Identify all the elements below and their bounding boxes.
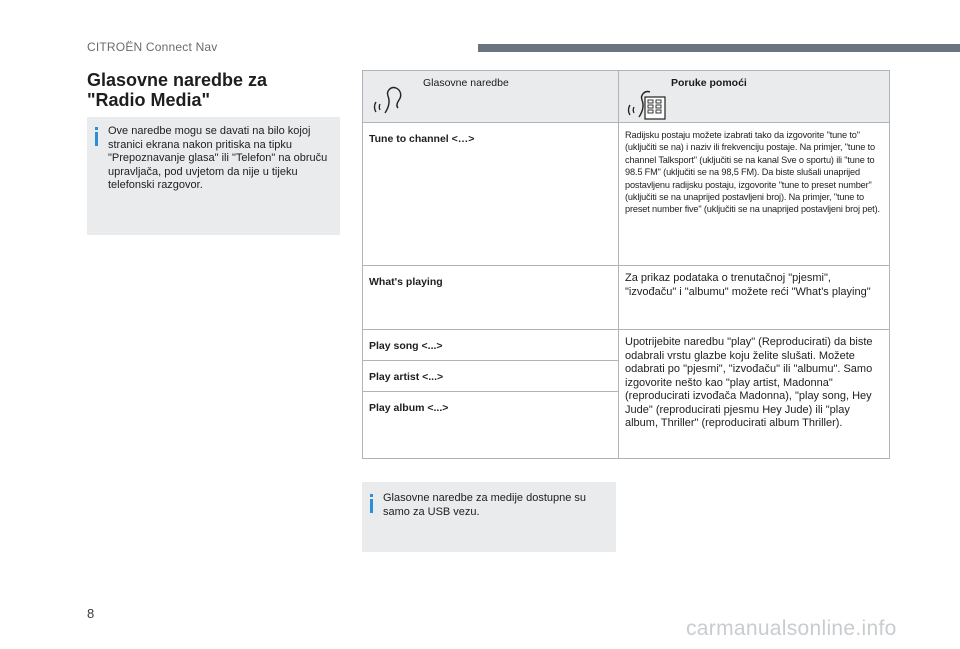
info-icon-bar	[95, 132, 98, 146]
table-row	[363, 123, 890, 266]
table-row	[363, 330, 890, 361]
section-title	[87, 70, 347, 110]
cell-help	[619, 266, 890, 330]
section-title-line1: Glasovne naredbe za	[87, 70, 268, 90]
cell-help	[619, 123, 890, 266]
header-help-label: Poruke pomoći	[671, 77, 747, 89]
command-label: Play artist <...>	[369, 371, 444, 383]
info-box-usb	[362, 482, 616, 552]
cell-help	[619, 330, 890, 459]
cell-command	[363, 123, 619, 266]
info-icon-dot	[370, 494, 373, 497]
info-text-usb: Glasovne naredbe za medije dostupne su samo za USB vezu.	[383, 492, 587, 518]
page-number: 8	[87, 606, 95, 621]
info-text-usage: Ove naredbe mogu se davati na bilo kojoj stranici ekrana nakon pritiska na tipku "Prepoznavanje glasa" ili "Telefon" na obruču upravljača, pod uvjetom da nije u tijeku telefonski razgovor.	[108, 125, 328, 191]
cell-command	[363, 392, 619, 459]
header-help	[619, 71, 890, 123]
info-box-usage	[87, 117, 340, 235]
header-commands-label: Glasovne naredbe	[423, 77, 509, 89]
help-text: Za prikaz podataka o trenutačnoj "pjesmi", "izvođaču" i "albumu" možete reći "What's playing"	[625, 272, 871, 298]
table-header-row	[363, 71, 890, 123]
header-commands	[363, 71, 619, 123]
cell-command	[363, 361, 619, 392]
info-icon-bar	[370, 499, 373, 513]
help-text: Upotrijebite naredbu "play" (Reproducirati) da biste odabrali vrstu glazbe koju želite slušati. Možete odabrati po "pjesmi", "izvođaču" ili "albumu". Samo izgovorite nešto kao "play artist, Madonna" (reproducirati izvođača Madonna), "play song, Hey Jude" (reproducirati pjesmu Hey Jude) ili "play album, Thriller" (reproducirati album Thriller).	[625, 336, 873, 429]
cell-command	[363, 330, 619, 361]
header-bar	[478, 44, 960, 52]
voice-command-icon	[371, 83, 407, 120]
command-label: Play album <...>	[369, 402, 449, 414]
cell-command	[363, 266, 619, 330]
watermark: carmanualsonline.info	[686, 617, 897, 640]
help-text: Radijsku postaju možete izabrati tako da izgovorite "tune to" (uključiti se na) i naziv ili frekvenciju postaje. Na primjer, "tune to channel Talksport" (uključiti se na kanal Sve o sportu) ili "tune to 98.5 FM" (uključiti se na 98,5 FM). Da biste slušali unaprijed postavljenu radijsku postaju, izgovorite "tune to preset number" (uključiti se na unaprijed postavljeni broj). Na primjer, "tune to preset number five" (uključiti se na unaprijed postavljeni broj pet).	[625, 130, 880, 215]
command-label: Tune to channel <…>	[369, 133, 475, 145]
voice-command-table	[362, 70, 890, 459]
command-label: What's playing	[369, 276, 443, 288]
info-icon-dot	[95, 127, 98, 130]
command-label: Play song <...>	[369, 340, 443, 352]
table-row	[363, 266, 890, 330]
document-header-brand: CITROËN Connect Nav	[87, 40, 218, 54]
help-messages-icon	[627, 83, 667, 126]
section-title-line2: "Radio Media"	[87, 90, 211, 110]
